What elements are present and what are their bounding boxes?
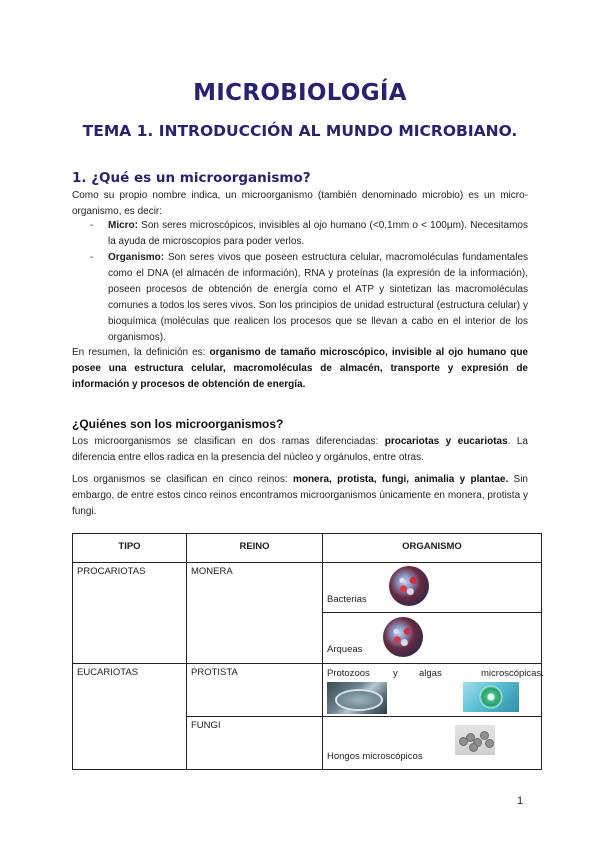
archaea-image [383, 617, 423, 657]
p1-bold: procariotas y eucariotas [384, 436, 508, 447]
p2-tail: Sin embargo, de entre estos cinco reinos encontramos microorganismos únicamente en monera, protista y fungi. [72, 474, 528, 517]
p2-lead: Los organismos se clasifican en cinco reinos: [72, 474, 293, 485]
label-protozoos-3: algas [419, 668, 442, 679]
classification-paragraph [72, 434, 528, 466]
cell-fungi: FUNGI [187, 717, 323, 770]
table-header-row [73, 534, 542, 563]
section-heading-1: 1. ¿Qué es un microorganismo? [72, 170, 311, 186]
cell-procariotas: PROCARIOTAS [73, 563, 187, 664]
page-number: 1 [517, 795, 524, 807]
cell-monera: MONERA [187, 563, 323, 664]
section1-intro: Como su propio nombre indica, un microorganismo (también denominado microbio) es un micro-organismo, es decir: [72, 190, 528, 217]
definition-micro: Son seres microscópicos, invisibles al ojo humano (<0,1mm o < 100μm). Necesitamos la ayuda de microscopios para poder verlos. [108, 220, 528, 247]
header-tipo: TIPO [73, 534, 187, 563]
page-title: MICROBIOLOGÍA [193, 80, 407, 106]
table-row [73, 664, 542, 717]
label-protozoos-1: Protozoos [327, 668, 370, 679]
label-arqueas: Arqueas [327, 644, 363, 655]
cell-arqueas [323, 613, 542, 664]
summary-definition: organismo de tamaño microscópico, invisible al ojo humano que posee una estructura celular, macromoléculas de almacén, transporte y expresión de información y procesos de obtención de energía. [72, 347, 528, 390]
cell-protozoos [323, 664, 542, 717]
cell-bacterias [323, 563, 542, 613]
bacteria-image [389, 566, 429, 606]
section-heading-2: ¿Quiénes son los microorganismos? [72, 417, 284, 431]
protozoa-image [327, 682, 387, 714]
label-hongos: Hongos microscópicos [327, 751, 423, 762]
header-reino: REINO [187, 534, 323, 563]
label-protozoos-4: microscópicas. [481, 668, 544, 679]
definition-list [90, 218, 528, 346]
list-item-micro [90, 218, 528, 250]
table-row [73, 563, 542, 613]
label-bacterias: Bacterias [327, 594, 367, 605]
summary-lead: En resumen, la definición es: [72, 347, 210, 358]
definition-organismo: Son seres vivos que poseen estructura celular, macromoléculas fundamentales como el DNA (el almacén de información), RNA y proteínas (la expresión de la información), poseen procesos de obtención de energía como el ATP y sintetizan las macromoléculas comunes a todos los seres vivos. Son los principios de unidad estructural (estructura celular) y bioquímica (moléculas que realicen los procesos que se llevan a cabo en el interior de los organismos). [108, 252, 528, 343]
cell-eucariotas: EUCARIOTAS [73, 664, 187, 770]
algae-image [463, 682, 519, 712]
summary-paragraph [72, 345, 528, 393]
cell-hongos [323, 717, 542, 770]
p1-tail: . La diferencia entre ellos radica en la presencia del núcleo y orgánulos, entre otras. [72, 436, 528, 463]
page-subtitle: TEMA 1. INTRODUCCIÓN AL MUNDO MICROBIANO. [82, 122, 518, 140]
p2-bold: monera, protista, fungi, animalia y plantae. [292, 474, 509, 485]
header-organismo: ORGANISMO [323, 534, 542, 563]
fungi-image [455, 725, 495, 755]
organism-table [72, 533, 542, 770]
label-protozoos-2: y [393, 668, 398, 679]
term-micro: Micro: [108, 220, 138, 231]
p1-lead: Los microorganismos se clasifican en dos ramas diferenciadas: [72, 436, 385, 447]
term-organismo: Organismo: [108, 252, 165, 263]
kingdoms-paragraph [72, 472, 528, 520]
bullet-dash: - [90, 252, 94, 263]
cell-protista: PROTISTA [187, 664, 323, 717]
list-item-organismo [90, 250, 528, 346]
bullet-dash: - [90, 220, 94, 231]
